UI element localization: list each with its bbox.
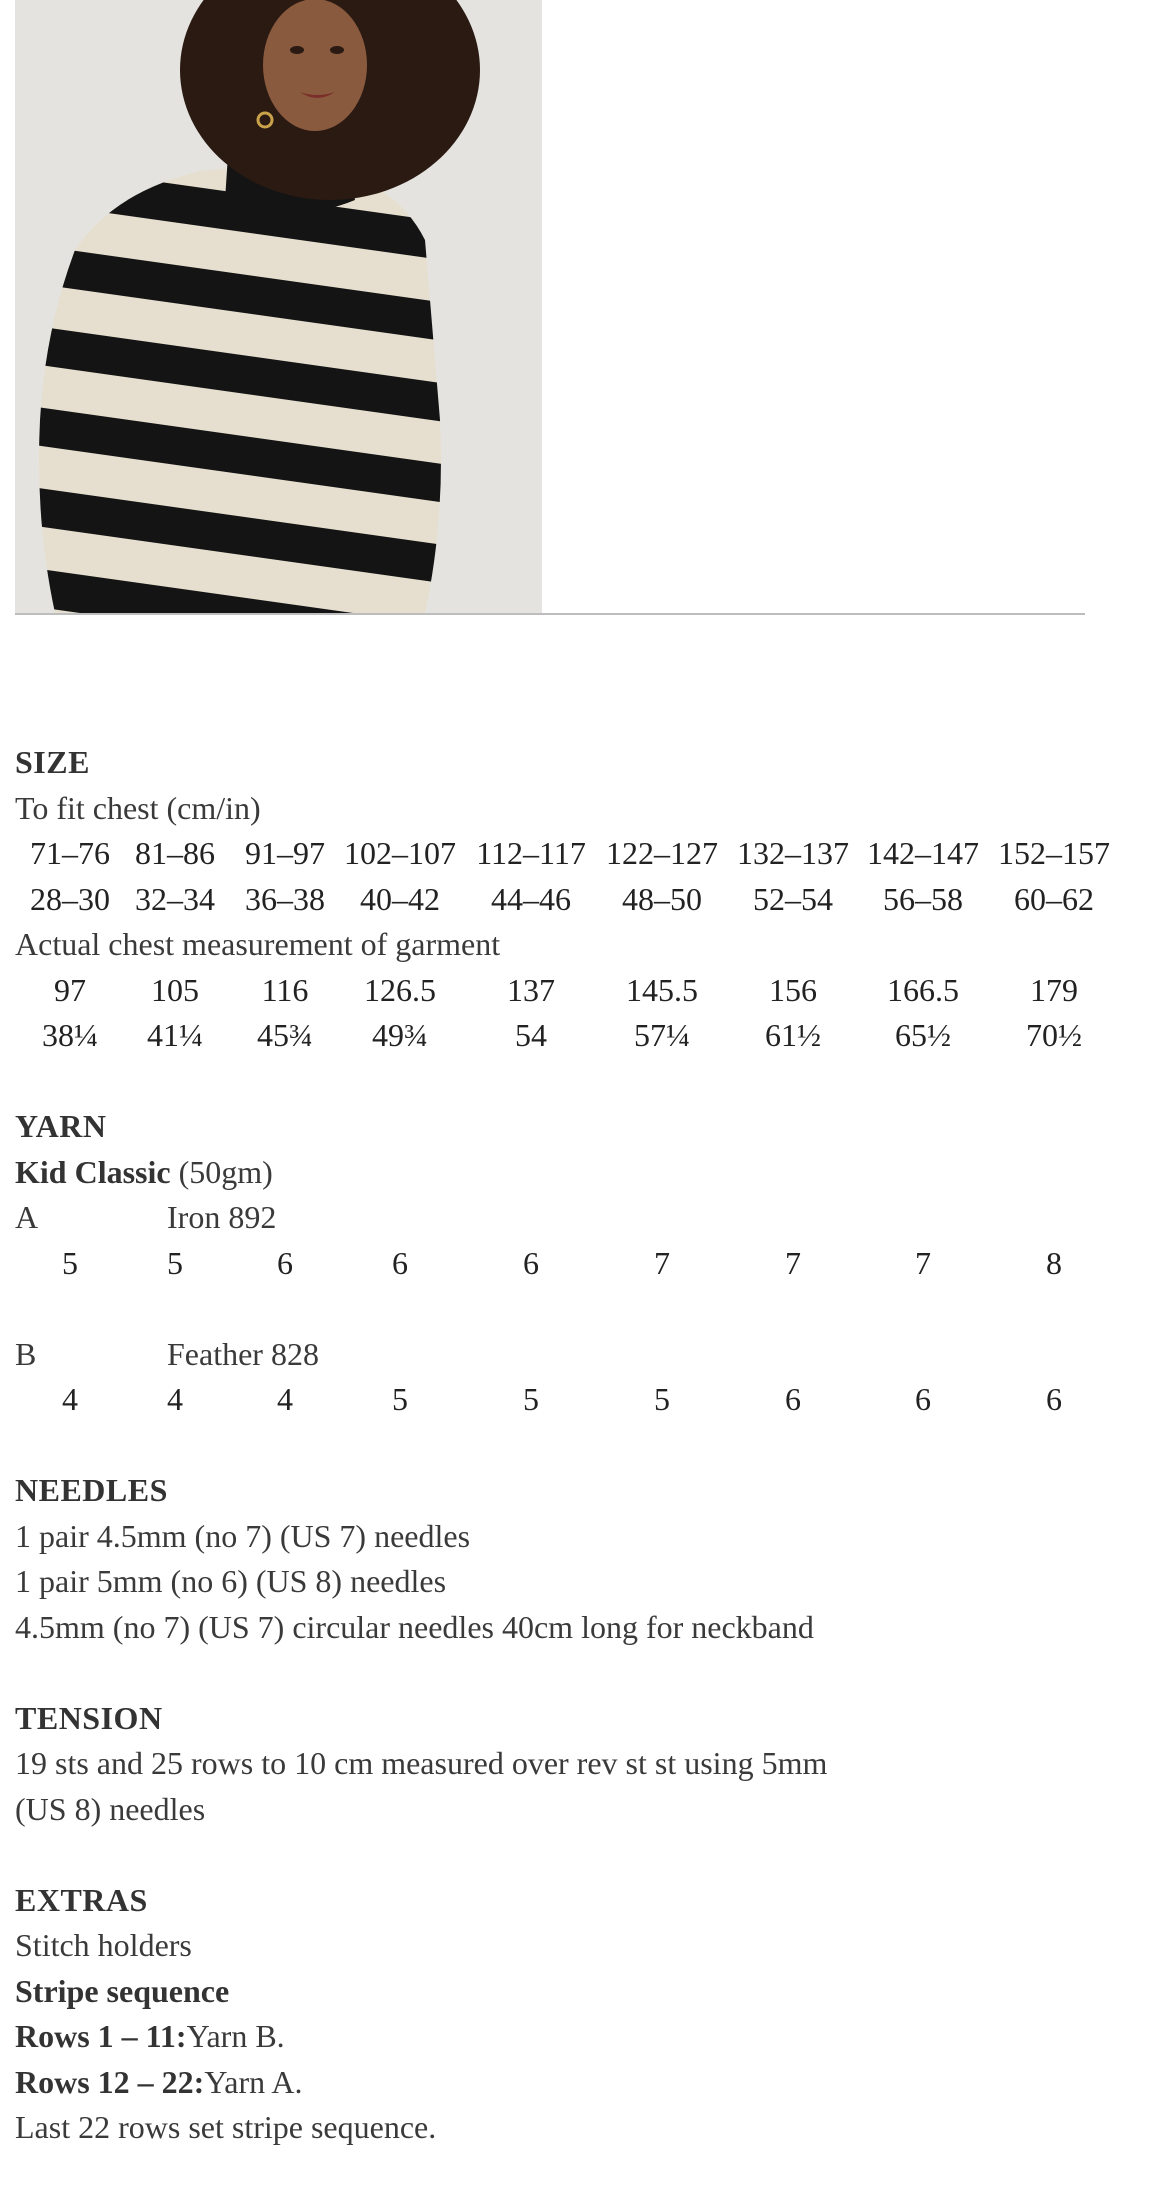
measurement-cell: 65½ bbox=[895, 1017, 951, 1053]
measurement-cell: 97 bbox=[54, 971, 86, 1008]
yarn-shade: Feather 828 bbox=[167, 1335, 319, 1372]
actual-chest-in-row bbox=[15, 1013, 1145, 1059]
yarn-name-line bbox=[15, 1150, 1145, 1196]
actual-chest-label: Actual chest measurement of garment bbox=[15, 926, 501, 962]
measurement-cell: 70½ bbox=[1026, 1017, 1082, 1053]
yarn-name: Kid Classic bbox=[15, 1153, 171, 1190]
measurement-cell: 61½ bbox=[765, 1017, 821, 1053]
yarn-colour-b bbox=[15, 1332, 1145, 1378]
tension-line: (US 8) needles bbox=[15, 1790, 206, 1827]
size-cell: 36–38 bbox=[245, 880, 325, 917]
yarn-letter: B bbox=[15, 1335, 37, 1372]
stripe-row bbox=[15, 2060, 1145, 2106]
size-cell: 81–86 bbox=[135, 835, 215, 871]
model-photo bbox=[15, 0, 542, 613]
ball-count-cell: 5 bbox=[654, 1381, 670, 1417]
needles-line: 4.5mm (no 7) (US 7) circular needles 40cm long for neckband bbox=[15, 1608, 814, 1645]
fit-chest-label: To fit chest (cm/in) bbox=[15, 789, 261, 826]
stripe-row-text: Yarn B. bbox=[186, 2018, 285, 2054]
ball-count-cell: 5 bbox=[523, 1381, 539, 1417]
size-cell: 102–107 bbox=[344, 835, 456, 871]
ball-count-cell: 7 bbox=[654, 1244, 670, 1281]
measurement-cell: 126.5 bbox=[364, 971, 436, 1008]
yarn-a-balls-row bbox=[15, 1241, 1145, 1287]
size-cell: 152–157 bbox=[998, 835, 1110, 871]
extras-item: Stitch holders bbox=[15, 1927, 192, 1963]
yarn-letter: A bbox=[15, 1199, 39, 1235]
ball-count-cell: 7 bbox=[785, 1244, 801, 1281]
measurement-cell: 145.5 bbox=[626, 971, 698, 1008]
ball-count-cell: 6 bbox=[523, 1244, 539, 1281]
yarn-colour-a bbox=[15, 1195, 1145, 1241]
size-heading: SIZE bbox=[15, 744, 90, 780]
fit-chest-in-row bbox=[15, 877, 1145, 923]
stripe-row-range: Rows 1 – 11: bbox=[15, 2018, 187, 2054]
ball-count-cell: 7 bbox=[915, 1244, 931, 1281]
ball-count-cell: 8 bbox=[1046, 1244, 1062, 1281]
ball-count-cell: 4 bbox=[277, 1381, 293, 1417]
actual-chest-cm-row bbox=[15, 968, 1145, 1014]
ball-count-cell: 5 bbox=[167, 1244, 183, 1281]
fit-chest-cm-row bbox=[15, 831, 1145, 877]
tension-heading: TENSION bbox=[15, 1699, 163, 1736]
yarn-weight: (50gm) bbox=[178, 1153, 273, 1190]
extras-heading: EXTRAS bbox=[15, 1881, 148, 1918]
size-cell: 52–54 bbox=[753, 880, 833, 917]
measurement-cell: 54 bbox=[515, 1017, 547, 1053]
ball-count-cell: 5 bbox=[392, 1381, 408, 1417]
size-cell: 122–127 bbox=[606, 835, 718, 871]
ball-count-cell: 4 bbox=[62, 1381, 78, 1417]
ball-count-cell: 4 bbox=[167, 1381, 183, 1417]
size-cell: 44–46 bbox=[491, 880, 571, 917]
needles-heading: NEEDLES bbox=[15, 1472, 168, 1508]
size-cell: 28–30 bbox=[30, 880, 110, 917]
size-cell: 56–58 bbox=[883, 880, 963, 917]
measurement-cell: 49¾ bbox=[372, 1017, 428, 1053]
size-cell: 48–50 bbox=[622, 880, 702, 917]
stripe-row-text: Yarn A. bbox=[204, 2063, 303, 2100]
section-divider bbox=[15, 613, 1085, 615]
stripe-row bbox=[15, 2014, 1145, 2060]
ball-count-cell: 6 bbox=[1046, 1381, 1062, 1417]
size-cell: 132–137 bbox=[737, 835, 849, 871]
stripe-note: Last 22 rows set stripe sequence. bbox=[15, 2109, 437, 2145]
size-cell: 142–147 bbox=[867, 835, 979, 871]
ball-count-cell: 6 bbox=[915, 1381, 931, 1417]
measurement-cell: 116 bbox=[261, 971, 309, 1008]
ball-count-cell: 6 bbox=[392, 1244, 408, 1281]
measurement-cell: 137 bbox=[507, 971, 555, 1008]
pattern-details bbox=[15, 740, 1145, 2151]
size-cell: 91–97 bbox=[245, 835, 325, 871]
needles-line: 1 pair 4.5mm (no 7) (US 7) needles bbox=[15, 1517, 471, 1554]
measurement-cell: 105 bbox=[151, 971, 199, 1008]
stripe-sequence-heading: Stripe sequence bbox=[15, 1972, 230, 2009]
measurement-cell: 38¼ bbox=[42, 1017, 98, 1053]
size-cell: 60–62 bbox=[1014, 880, 1094, 917]
size-cell: 112–117 bbox=[476, 835, 586, 871]
tension-line: 19 sts and 25 rows to 10 cm measured over rev st st using 5mm bbox=[15, 1745, 828, 1781]
model-in-striped-sweater-icon bbox=[15, 0, 542, 613]
ball-count-cell: 5 bbox=[62, 1244, 78, 1281]
yarn-b-balls-row bbox=[15, 1377, 1145, 1423]
size-cell: 32–34 bbox=[135, 880, 215, 917]
measurement-cell: 41¼ bbox=[147, 1017, 203, 1053]
measurement-cell: 166.5 bbox=[887, 971, 959, 1008]
yarn-heading: YARN bbox=[15, 1108, 107, 1144]
needles-line: 1 pair 5mm (no 6) (US 8) needles bbox=[15, 1563, 447, 1599]
size-cell: 71–76 bbox=[30, 835, 110, 871]
yarn-shade: Iron 892 bbox=[167, 1199, 277, 1235]
size-cell: 40–42 bbox=[360, 880, 440, 917]
stripe-row-range: Rows 12 – 22: bbox=[15, 2063, 205, 2100]
measurement-cell: 45¾ bbox=[257, 1017, 313, 1053]
measurement-cell: 57¼ bbox=[634, 1017, 690, 1053]
measurement-cell: 179 bbox=[1030, 971, 1078, 1008]
ball-count-cell: 6 bbox=[785, 1381, 801, 1417]
ball-count-cell: 6 bbox=[277, 1244, 293, 1281]
measurement-cell: 156 bbox=[769, 971, 817, 1008]
